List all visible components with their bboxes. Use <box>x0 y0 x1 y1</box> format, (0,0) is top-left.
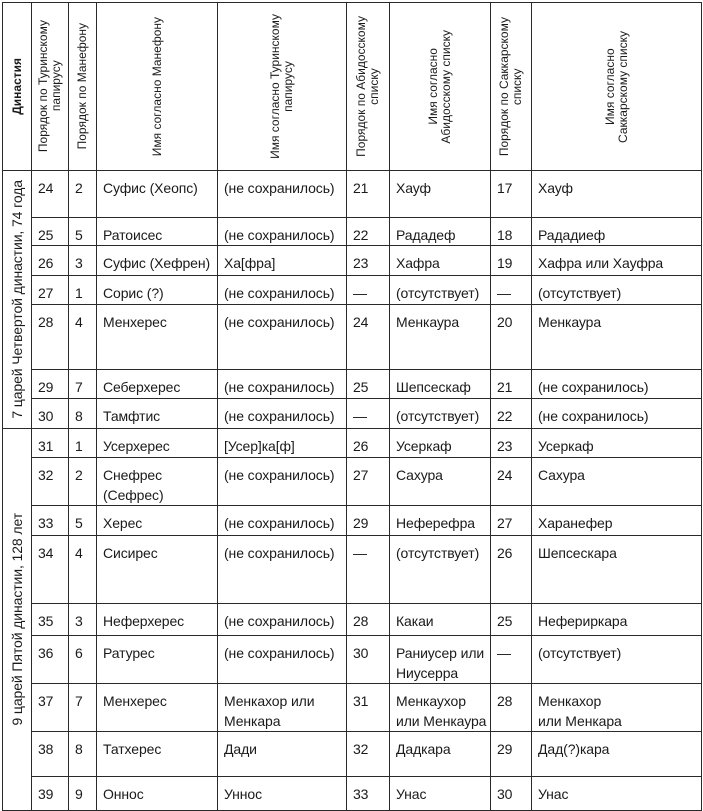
cell-turin-order: 30 <box>32 399 69 429</box>
cell-turin-order: 32 <box>32 458 69 506</box>
table-row <box>3 276 702 305</box>
cell-saqqara-name: Менкаура <box>532 305 702 370</box>
table-row <box>3 636 702 684</box>
table-row <box>3 246 702 276</box>
cell-turin-name: (не сохранилось) <box>218 636 347 684</box>
header-abydos-order: Порядок по Абидосскому списку <box>347 3 390 171</box>
cell-turin-name: (не сохранилось) <box>218 506 347 536</box>
pharaoh-lists-table <box>2 2 702 811</box>
cell-manetho-order: 2 <box>69 171 97 218</box>
cell-saqqara-order: 30 <box>491 777 532 811</box>
cell-turin-order: 26 <box>32 246 69 276</box>
cell-saqqara-order: 20 <box>491 305 532 370</box>
header-saqqara-order: Порядок по Саккарскому списку <box>491 3 532 171</box>
cell-manetho-order: 4 <box>69 536 97 604</box>
cell-manetho-name: Сисирес <box>97 536 218 604</box>
table-row <box>3 458 702 506</box>
cell-abydos-name: Унас <box>390 777 491 811</box>
cell-saqqara-name: Дад(?)кара <box>532 732 702 777</box>
cell-manetho-name: Татхерес <box>97 732 218 777</box>
cell-turin-name: (не сохранилось) <box>218 370 347 399</box>
cell-turin-name: (не сохранилось) <box>218 399 347 429</box>
cell-manetho-name: Тамфтис <box>97 399 218 429</box>
cell-abydos-order: 31 <box>347 684 390 732</box>
cell-saqqara-name: Усеркаф <box>532 429 702 458</box>
cell-abydos-order: — <box>347 276 390 305</box>
cell-abydos-order: 23 <box>347 246 390 276</box>
header-manetho-order: Порядок по Манефону <box>69 3 97 171</box>
cell-manetho-order: 4 <box>69 305 97 370</box>
cell-abydos-order: 24 <box>347 305 390 370</box>
cell-turin-order: 33 <box>32 506 69 536</box>
cell-turin-name: Менкахор или Менкара <box>218 684 347 732</box>
cell-saqqara-name: Хауф <box>532 171 702 218</box>
cell-abydos-name: (отсутствует) <box>390 536 491 604</box>
cell-saqqara-name: Шепсескара <box>532 536 702 604</box>
table-row <box>3 429 702 458</box>
header-dynasty: Династия <box>3 3 32 171</box>
table-row <box>3 732 702 777</box>
cell-manetho-name: Ратоисес <box>97 218 218 246</box>
cell-abydos-name: Хафра <box>390 246 491 276</box>
cell-turin-name: [Усер]ка[ф] <box>218 429 347 458</box>
cell-saqqara-name: Рададиеф <box>532 218 702 246</box>
cell-saqqara-order: 17 <box>491 171 532 218</box>
cell-abydos-name: Менкаухор или Менкаура <box>390 684 491 732</box>
cell-turin-order: 27 <box>32 276 69 305</box>
cell-manetho-order: 9 <box>69 777 97 811</box>
cell-abydos-order: — <box>347 536 390 604</box>
cell-abydos-name: (отсутствует) <box>390 399 491 429</box>
cell-turin-name: (не сохранилось) <box>218 218 347 246</box>
cell-manetho-order: 3 <box>69 604 97 636</box>
cell-turin-order: 25 <box>32 218 69 246</box>
cell-abydos-name: Какаи <box>390 604 491 636</box>
cell-manetho-name: Снефрес (Сефрес) <box>97 458 218 506</box>
cell-saqqara-order: 18 <box>491 218 532 246</box>
cell-manetho-order: 5 <box>69 506 97 536</box>
cell-saqqara-name: Хафра или Хауфра <box>532 246 702 276</box>
cell-saqqara-order: 25 <box>491 604 532 636</box>
cell-manetho-name: Менхерес <box>97 305 218 370</box>
table-row <box>3 218 702 246</box>
cell-manetho-name: Себерхерес <box>97 370 218 399</box>
cell-abydos-order: 30 <box>347 636 390 684</box>
cell-abydos-name: (отсутствует) <box>390 276 491 305</box>
cell-manetho-order: 1 <box>69 276 97 305</box>
cell-manetho-name: Ратурес <box>97 636 218 684</box>
cell-abydos-name: Неферефра <box>390 506 491 536</box>
table-row <box>3 370 702 399</box>
table-row <box>3 604 702 636</box>
cell-manetho-name: Неферхерес <box>97 604 218 636</box>
cell-abydos-name: Шепсескаф <box>390 370 491 399</box>
cell-turin-name: (не сохранилось) <box>218 171 347 218</box>
cell-turin-order: 35 <box>32 604 69 636</box>
cell-abydos-order: 32 <box>347 732 390 777</box>
cell-turin-order: 39 <box>32 777 69 811</box>
cell-saqqara-name: (не сохранилось) <box>532 399 702 429</box>
cell-manetho-order: 2 <box>69 458 97 506</box>
cell-manetho-order: 7 <box>69 684 97 732</box>
cell-abydos-order: 26 <box>347 429 390 458</box>
table-row <box>3 777 702 811</box>
cell-abydos-name: Раниусер или Ниусерра <box>390 636 491 684</box>
cell-manetho-order: 6 <box>69 636 97 684</box>
header-manetho-name: Имя согласно Манефону <box>97 3 218 171</box>
cell-manetho-name: Оннос <box>97 777 218 811</box>
header-turin-order: Порядок по Туринскому папирусу <box>32 3 69 171</box>
header-row <box>3 3 702 171</box>
header-turin-name: Имя согласно Туринскому папирусу <box>218 3 347 171</box>
cell-manetho-order: 1 <box>69 429 97 458</box>
dynasty-label: 7 царей Четвертой династии, 74 года <box>9 180 25 419</box>
cell-turin-order: 38 <box>32 732 69 777</box>
cell-saqqara-order: 19 <box>491 246 532 276</box>
cell-turin-order: 36 <box>32 636 69 684</box>
cell-turin-name: (не сохранилось) <box>218 604 347 636</box>
header-abydos-name: Имя согласно Абидосскому списку <box>390 3 491 171</box>
cell-abydos-name: Усеркаф <box>390 429 491 458</box>
cell-saqqara-name: Менкахор или Менкара <box>532 684 702 732</box>
dynasty-label: 9 царей Пятой династии, 128 лет <box>9 513 25 726</box>
cell-manetho-order: 8 <box>69 399 97 429</box>
cell-manetho-order: 8 <box>69 732 97 777</box>
cell-saqqara-order: 22 <box>491 399 532 429</box>
cell-manetho-name: Менхерес <box>97 684 218 732</box>
table-row <box>3 305 702 370</box>
cell-turin-order: 29 <box>32 370 69 399</box>
cell-saqqara-order: 23 <box>491 429 532 458</box>
cell-turin-order: 24 <box>32 171 69 218</box>
cell-saqqara-order: 29 <box>491 732 532 777</box>
cell-turin-name: (не сохранилось) <box>218 276 347 305</box>
cell-turin-name: (не сохранилось) <box>218 536 347 604</box>
cell-saqqara-name: (не сохранилось) <box>532 370 702 399</box>
cell-saqqara-name: (отсутствует) <box>532 276 702 305</box>
cell-saqqara-name: Сахура <box>532 458 702 506</box>
cell-turin-name: (не сохранилось) <box>218 458 347 506</box>
cell-manetho-name: Усерхерес <box>97 429 218 458</box>
cell-abydos-name: Менкаура <box>390 305 491 370</box>
cell-manetho-order: 7 <box>69 370 97 399</box>
cell-manetho-order: 5 <box>69 218 97 246</box>
cell-abydos-order: — <box>347 399 390 429</box>
cell-turin-order: 37 <box>32 684 69 732</box>
cell-turin-name: Дади <box>218 732 347 777</box>
cell-saqqara-name: (отсутствует) <box>532 636 702 684</box>
cell-abydos-order: 27 <box>347 458 390 506</box>
cell-abydos-order: 33 <box>347 777 390 811</box>
table-row <box>3 536 702 604</box>
cell-turin-order: 34 <box>32 536 69 604</box>
cell-abydos-name: Дадкара <box>390 732 491 777</box>
cell-turin-name: Ха[фра] <box>218 246 347 276</box>
cell-turin-name: Уннос <box>218 777 347 811</box>
header-saqqara-name: Имя согласно Саккарскому списку <box>532 3 702 171</box>
cell-turin-order: 28 <box>32 305 69 370</box>
table-row <box>3 506 702 536</box>
cell-saqqara-name: Унас <box>532 777 702 811</box>
cell-manetho-name: Сорис (?) <box>97 276 218 305</box>
cell-abydos-order: 29 <box>347 506 390 536</box>
cell-abydos-name: Сахура <box>390 458 491 506</box>
table-body <box>3 171 702 811</box>
cell-abydos-name: Рададеф <box>390 218 491 246</box>
cell-saqqara-order: 26 <box>491 536 532 604</box>
table-row <box>3 399 702 429</box>
cell-turin-name: (не сохранилось) <box>218 305 347 370</box>
dynasty-cell <box>3 429 32 811</box>
cell-saqqara-order: 24 <box>491 458 532 506</box>
cell-manetho-name: Суфис (Хефрен) <box>97 246 218 276</box>
cell-saqqara-name: Нефериркара <box>532 604 702 636</box>
table-row <box>3 684 702 732</box>
cell-saqqara-name: Харанефер <box>532 506 702 536</box>
cell-saqqara-order: 27 <box>491 506 532 536</box>
dynasty-cell <box>3 171 32 429</box>
cell-saqqara-order: 28 <box>491 684 532 732</box>
cell-abydos-order: 22 <box>347 218 390 246</box>
cell-abydos-order: 28 <box>347 604 390 636</box>
cell-saqqara-order: — <box>491 636 532 684</box>
cell-saqqara-order: — <box>491 276 532 305</box>
cell-manetho-order: 3 <box>69 246 97 276</box>
cell-turin-order: 31 <box>32 429 69 458</box>
cell-manetho-name: Херес <box>97 506 218 536</box>
cell-manetho-name: Суфис (Хеопс) <box>97 171 218 218</box>
cell-abydos-order: 21 <box>347 171 390 218</box>
table-row <box>3 171 702 218</box>
cell-saqqara-order: 21 <box>491 370 532 399</box>
cell-abydos-name: Хауф <box>390 171 491 218</box>
cell-abydos-order: 25 <box>347 370 390 399</box>
